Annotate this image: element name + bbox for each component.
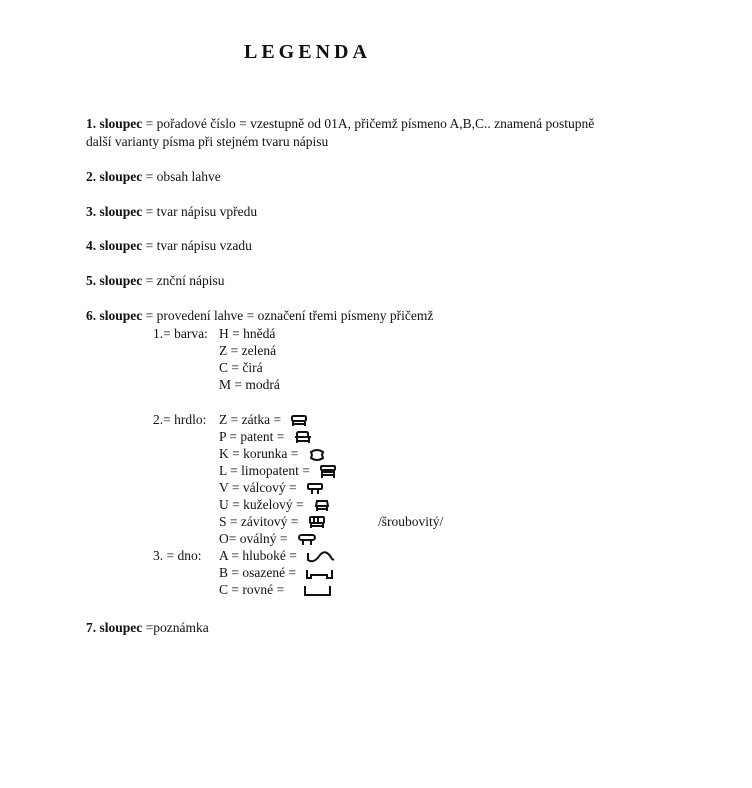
col4-row — [86, 238, 252, 254]
barva-item: Z = zelená — [219, 343, 277, 358]
col5-row — [86, 273, 225, 289]
dno-label: 3. = dno: — [153, 548, 202, 563]
hrdlo-item-text: L = limopatent = — [219, 463, 310, 478]
hrdlo-item — [219, 429, 312, 445]
hrdlo-label: 2.= hrdlo: — [153, 412, 207, 427]
col6-text: = provedení lahve = označení třemi písmeny přičemž — [142, 308, 434, 323]
col7-label: 7. sloupec — [86, 620, 143, 635]
hrdlo-item-text: U = kuželový = — [219, 497, 304, 512]
oval-icon — [297, 533, 317, 547]
col4-text: = tvar nápisu vzadu — [142, 238, 252, 253]
hrdlo-item-text: P = patent = — [219, 429, 285, 444]
hrdlo-item — [219, 480, 324, 496]
barva-label: 1.= barva: — [153, 326, 208, 341]
barva-item: M = modrá — [219, 377, 280, 392]
stopper-icon — [290, 414, 308, 428]
col1-line2: další varianty písma při stejném tvaru nápisu — [86, 134, 329, 149]
hrdlo-item — [219, 497, 331, 513]
col5-label: 5. sloupec — [86, 273, 143, 288]
hrdlo-item — [219, 463, 337, 479]
col5-text: = znční nápisu — [142, 273, 225, 288]
barva-item: H = hnědá — [219, 326, 276, 341]
hrdlo-item — [219, 412, 308, 428]
crown-icon — [308, 448, 326, 462]
hrdlo-note: /šroubovitý/ — [378, 514, 444, 529]
page-title: LEGENDA — [244, 41, 371, 63]
col4-label: 4. sloupec — [86, 238, 143, 253]
col3-text: = tvar nápisu vpředu — [142, 204, 258, 219]
hrdlo-item-text: K = korunka = — [219, 446, 299, 461]
hrdlo-item — [219, 446, 326, 462]
cylindrical-icon — [306, 482, 324, 496]
limopatent-icon — [319, 465, 337, 479]
hrdlo-item-text: O= oválný = — [219, 531, 288, 546]
col1-text: = pořadové číslo = vzestupně od 01A, přičemž písmeno A,B,C.. znamená postupně — [142, 116, 595, 131]
conical-icon — [313, 499, 331, 513]
deep-bottom-icon — [306, 550, 336, 564]
dno-item-text: A = hluboké = — [219, 548, 297, 563]
dno-item — [219, 565, 335, 581]
flat-bottom-icon — [303, 584, 333, 598]
barva-item: C = čirá — [219, 360, 263, 375]
dno-item — [219, 548, 336, 564]
stepped-bottom-icon — [305, 567, 335, 581]
col7-text: =poznámka — [142, 620, 209, 635]
hrdlo-item — [219, 514, 326, 530]
hrdlo-item-text: S = závitový = — [219, 514, 299, 529]
col6-label: 6. sloupec — [86, 308, 143, 323]
col2-label: 2. sloupec — [86, 169, 143, 184]
col3-row — [86, 204, 257, 220]
patent-icon — [294, 431, 312, 445]
col1-line1 — [86, 116, 594, 132]
col6-row — [86, 308, 433, 324]
threaded-icon — [308, 516, 326, 530]
dno-item-text: C = rovné = — [219, 582, 285, 597]
col3-label: 3. sloupec — [86, 204, 143, 219]
hrdlo-item-text: V = válcový = — [219, 480, 297, 495]
col2-row — [86, 169, 221, 185]
dno-item — [219, 582, 333, 598]
dno-item-text: B = osazené = — [219, 565, 297, 580]
col1-label: 1. sloupec — [86, 116, 143, 131]
hrdlo-item — [219, 531, 317, 547]
col7-row — [86, 620, 209, 636]
col2-text: = obsah lahve — [142, 169, 221, 184]
hrdlo-item-text: Z = zátka = — [219, 412, 282, 427]
